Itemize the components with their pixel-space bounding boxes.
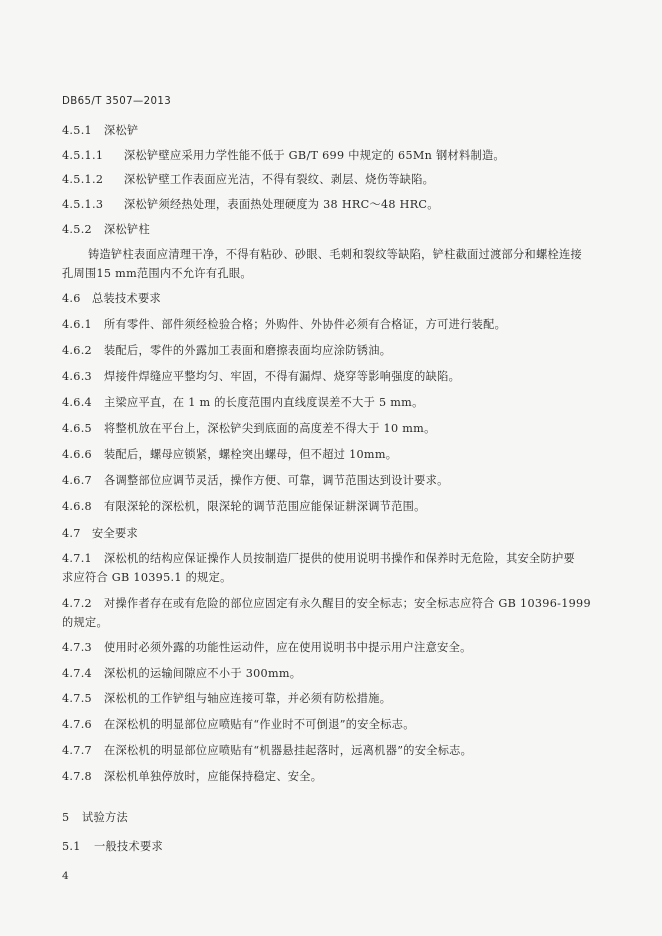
- clause-text: 各调整部位应调节灵活，操作方便、可靠，调节范围达到设计要求。: [104, 474, 449, 487]
- section-4-6-heading: [62, 292, 161, 306]
- clause-text: 有限深轮的深松机，限深轮的调节范围应能保证耕深调节范围。: [104, 500, 426, 513]
- clause-number: 4.7.6: [62, 718, 92, 731]
- section-title: 总装技术要求: [92, 292, 161, 305]
- clause-4-7-5: [62, 692, 391, 706]
- clause-number: 4.5.2: [62, 223, 92, 236]
- clause-4-6-2: [62, 344, 391, 358]
- chapter-number: 5: [62, 811, 70, 824]
- clause-number: 4.6.5: [62, 422, 92, 435]
- clause-text: 深松铲壁工作表面应光洁，不得有裂纹、剥层、烧伤等缺陷。: [124, 173, 435, 186]
- clause-4-7-8: [62, 770, 322, 784]
- clause-number: 4.6.4: [62, 396, 92, 409]
- clause-number: 4.6.1: [62, 318, 92, 331]
- section-number: 4.6: [62, 292, 81, 305]
- clause-text: 深松机单独停放时，应能保持稳定、安全。: [104, 770, 323, 783]
- clause-text: 对操作者存在或有危险的部位应固定有永久醒目的安全标志；安全标志应符合 GB 10396-1999: [104, 597, 591, 610]
- clause-number: 4.7.3: [62, 641, 92, 654]
- clause-number: 4.6.7: [62, 474, 92, 487]
- chapter-5-heading: [62, 811, 128, 825]
- clause-number: 4.6.3: [62, 370, 92, 383]
- clause-text: 焊接件焊缝应平整均匀、牢固，不得有漏焊、烧穿等影响强度的缺陷。: [104, 370, 461, 383]
- clause-text: 装配后，螺母应锁紧，螺栓突出螺母，但不超过 10mm。: [104, 448, 398, 461]
- clause-text: 在深松机的明显部位应喷贴有“作业时不可倒退”的安全标志。: [104, 718, 415, 731]
- clause-4-5-1-1: [62, 149, 505, 163]
- clause-number: 4.5.1.2: [62, 173, 104, 186]
- clause-title: 深松铲: [104, 124, 139, 137]
- clause-4-7-1: [62, 552, 575, 566]
- clause-number: 4.6.2: [62, 344, 92, 357]
- clause-4-6-6: [62, 448, 397, 462]
- standard-code: DB65/T 3507—2013: [62, 96, 172, 107]
- clause-number: 4.6.6: [62, 448, 92, 461]
- clause-number: 4.5.1.3: [62, 198, 104, 211]
- clause-4-7-2: [62, 597, 591, 611]
- clause-4-7-3: [62, 641, 472, 655]
- paragraph-line: 的规定。: [62, 616, 108, 629]
- clause-4-7-7: [62, 744, 472, 758]
- clause-number: 4.7.1: [62, 552, 92, 565]
- clause-4-6-3: [62, 370, 460, 384]
- clause-title: 深松铲柱: [104, 223, 150, 236]
- clause-number: 4.7.4: [62, 667, 92, 680]
- clause-text: 深松机的运输间隙应不小于 300mm。: [104, 667, 302, 680]
- clause-text: 深松机的工作铲组与轴应连接可靠，并必须有防松措施。: [104, 692, 392, 705]
- clause-text: 在深松机的明显部位应喷贴有“机器悬挂起落时，远离机器”的安全标志。: [104, 744, 473, 757]
- section-5-1-heading: [62, 840, 163, 854]
- clause-4-5-1: [62, 124, 138, 138]
- chapter-title: 试验方法: [82, 811, 128, 824]
- clause-text: 主梁应平直，在 1 m 的长度范围内直线度误差不大于 5 mm。: [104, 396, 424, 409]
- clause-4-5-2: [62, 223, 150, 237]
- clause-4-7-4: [62, 667, 301, 681]
- clause-4-6-8: [62, 500, 426, 514]
- clause-4-6-1: [62, 318, 506, 332]
- clause-4-5-1-2: [62, 173, 434, 187]
- clause-4-6-4: [62, 396, 424, 410]
- clause-text: 深松铲壁应采用力学性能不低于 GB/T 699 中规定的 65Mn 钢材料制造。: [124, 149, 505, 162]
- clause-number: 4.7.5: [62, 692, 92, 705]
- clause-4-6-5: [62, 422, 436, 436]
- section-title: 一般技术要求: [94, 840, 163, 853]
- section-number: 4.7: [62, 527, 81, 540]
- clause-text: 所有零件、部件须经检验合格；外购件、外协件必须有合格证，方可进行装配。: [104, 318, 507, 331]
- section-number: 5.1: [62, 840, 81, 853]
- clause-text: 使用时必须外露的功能性运动件，应在使用说明书中提示用户注意安全。: [104, 641, 472, 654]
- paragraph-line: 求应符合 GB 10395.1 的规定。: [62, 571, 232, 584]
- clause-text: 将整机放在平台上，深松铲尖到底面的高度差不得大于 10 mm。: [104, 422, 436, 435]
- section-title: 安全要求: [92, 527, 138, 540]
- clause-number: 4.5.1: [62, 124, 92, 137]
- paragraph-line: 孔周围15 mm范围内不允许有孔眼。: [62, 267, 252, 280]
- clause-text: 深松铲须经热处理，表面热处理硬度为 38 HRC～48 HRC。: [124, 198, 439, 211]
- clause-text: 装配后，零件的外露加工表面和磨擦表面均应涂防锈油。: [104, 344, 392, 357]
- clause-number: 4.6.8: [62, 500, 92, 513]
- paragraph-line: 铸造铲柱表面应清理干净，不得有粘砂、砂眼、毛刺和裂纹等缺陷，铲柱截面过渡部分和螺栓连接: [88, 248, 582, 261]
- clause-4-5-1-3: [62, 198, 439, 212]
- clause-number: 4.7.2: [62, 597, 92, 610]
- clause-number: 4.7.8: [62, 770, 92, 783]
- clause-number: 4.7.7: [62, 744, 92, 757]
- clause-4-6-7: [62, 474, 449, 488]
- clause-number: 4.5.1.1: [62, 149, 104, 162]
- clause-text: 深松机的结构应保证操作人员按制造厂提供的使用说明书操作和保养时无危险，其安全防护要: [104, 552, 575, 565]
- clause-4-7-6: [62, 718, 415, 732]
- section-4-7-heading: [62, 527, 138, 541]
- page-number: 4: [62, 870, 69, 882]
